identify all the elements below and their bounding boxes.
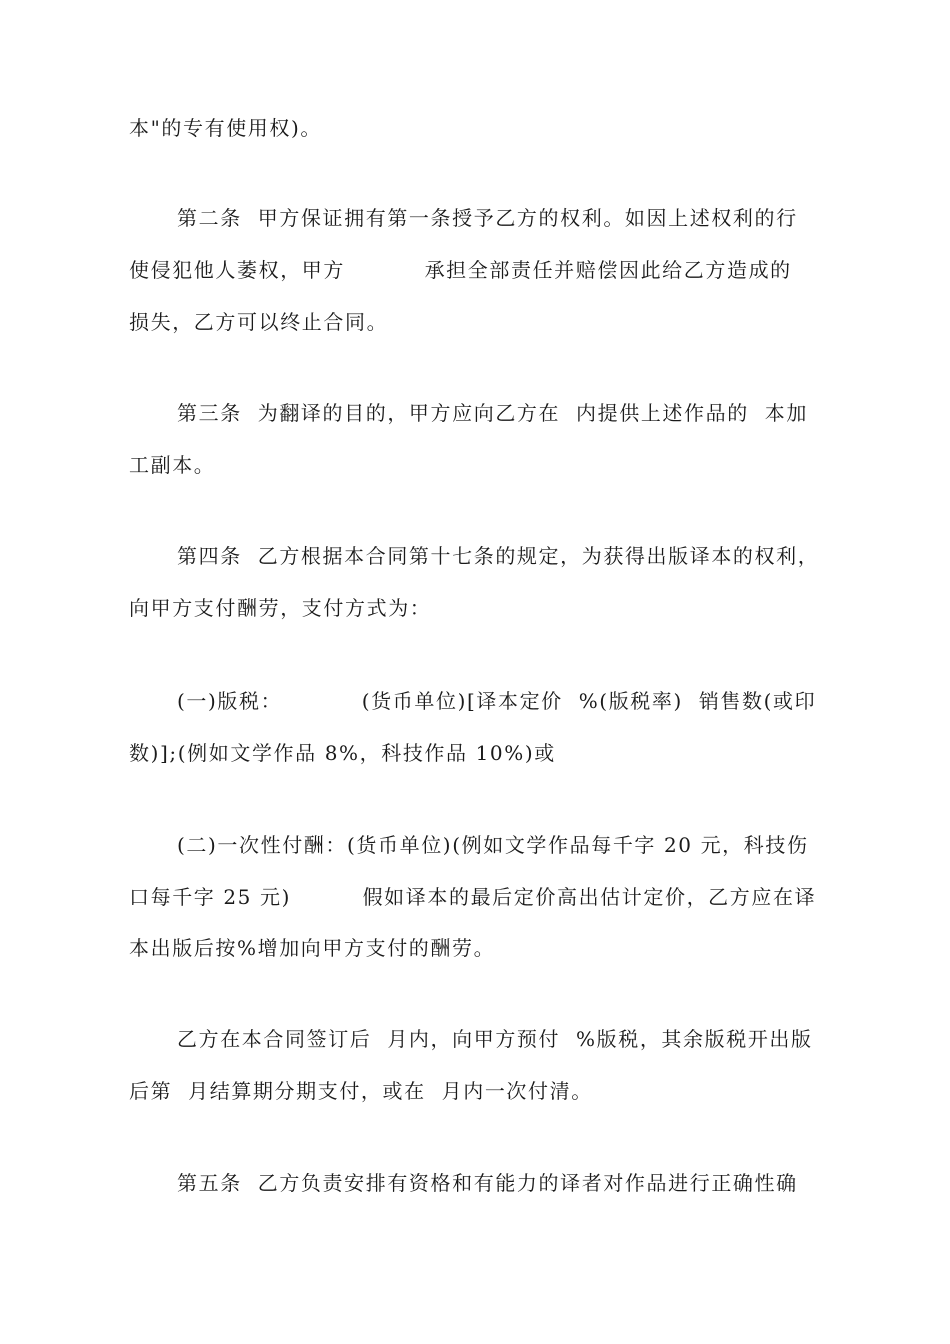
text-line: 乙方在本合同签订后 月内，向甲方预付 %版税，其余版税开出版 — [177, 1027, 813, 1051]
text-line: 口每千字 25 元) 假如译本的最后定价高出估计定价，乙方应在译 — [129, 885, 817, 909]
text-line: (二)一次性付酬：(货币单位)(例如文学作品每千字 20 元，科技伤 — [177, 833, 809, 857]
text-line: (一)版税： (货币单位)[译本定价 %(版税率) 销售数(或印 — [177, 689, 817, 713]
text-line: 使侵犯他人萎权，甲方 承担全部责任并赔偿因此给乙方造成的 — [129, 258, 792, 282]
text-line: 本"的专有使用权)。 — [129, 116, 323, 140]
text-line: 工副本。 — [129, 453, 216, 477]
text-line: 向甲方支付酬劳，支付方式为： — [129, 596, 432, 620]
text-line: 后第 月结算期分期支付，或在 月内一次付清。 — [129, 1079, 593, 1103]
text-line: 第四条 乙方根据本合同第十七条的规定，为获得出版译本的权利， — [177, 544, 820, 568]
text-line: 本出版后按%增加向甲方支付的酬劳。 — [129, 936, 496, 960]
text-line: 损失，乙方可以终止合同。 — [129, 310, 389, 334]
text-line: 第五条 乙方负责安排有资格和有能力的译者对作品进行正确性确 — [177, 1171, 798, 1195]
text-line: 数)];(例如文学作品 8%，科技作品 10%)或 — [129, 741, 556, 765]
text-line: 第二条 甲方保证拥有第一条授予乙方的权利。如因上述权利的行 — [177, 206, 798, 230]
text-line: 第三条 为翻译的目的，甲方应向乙方在 内提供上述作品的 本加 — [177, 401, 808, 425]
